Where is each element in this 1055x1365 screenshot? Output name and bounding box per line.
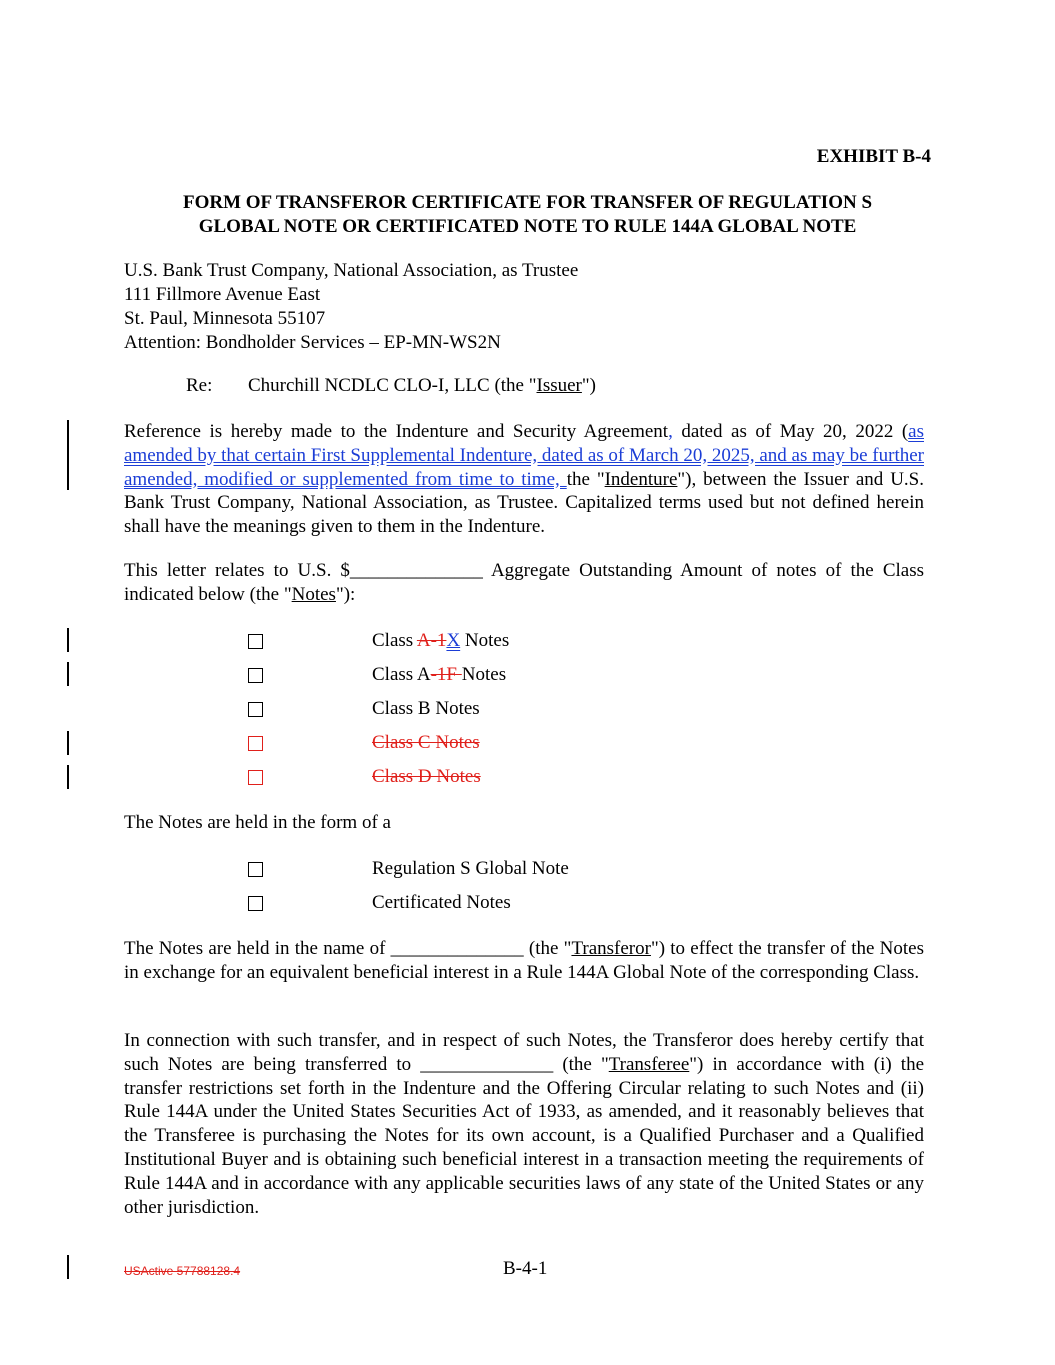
transferor-text: The Notes are held in the name of ______________ (the " xyxy=(124,938,572,959)
defined-term-issuer: Issuer xyxy=(536,375,582,396)
checkbox[interactable] xyxy=(248,702,263,717)
checkbox[interactable] xyxy=(248,896,263,911)
reference-paragraph xyxy=(124,420,924,539)
inserted-amendment-text: as amended by that certain First Supplemental Indenture, dated as of March 20, 2025, and as may be further amended, modified or supplemented from time to time, xyxy=(124,421,924,490)
checkbox[interactable] xyxy=(248,736,263,751)
address-line: St. Paul, Minnesota 55107 xyxy=(124,308,326,329)
address-line: U.S. Bank Trust Company, National Association, as Trustee xyxy=(124,260,579,281)
checkbox[interactable] xyxy=(248,634,263,649)
change-bar xyxy=(67,1255,69,1279)
page-number: B-4-1 xyxy=(503,1258,548,1279)
document-id: USActive 57788128.4 xyxy=(124,1264,241,1278)
defined-term-transferor: Transferor xyxy=(571,938,651,959)
class-label-deleted: Class C Notes xyxy=(372,732,480,753)
title-line-2: GLOBAL NOTE OR CERTIFICATED NOTE TO RULE 144A GLOBAL NOTE xyxy=(198,216,857,237)
letter-text: This letter relates to U.S. $______________ Aggregate Outstanding Amount of notes of the Class indicated below (the " xyxy=(124,560,924,605)
reference-text: Reference is hereby made to the Indenture and Security Agreement xyxy=(124,421,669,442)
form-intro: The Notes are held in the form of a xyxy=(124,812,391,833)
letter-paragraph xyxy=(124,559,924,607)
certification-paragraph xyxy=(124,1029,924,1219)
class-label xyxy=(372,664,506,686)
class-label: Class B Notes xyxy=(372,698,480,719)
re-label: Re: xyxy=(186,375,213,396)
change-bar xyxy=(67,765,69,789)
document-title xyxy=(124,191,931,239)
change-bar xyxy=(67,420,69,490)
re-line xyxy=(186,375,596,397)
re-text-end: ") xyxy=(581,375,596,396)
inserted-comma: , xyxy=(668,421,673,442)
label-text: Notes xyxy=(460,630,510,651)
reference-text: dated as of May 20, 2022 ( xyxy=(672,421,909,442)
address-line: Attention: Bondholder Services – EP-MN-WS2N xyxy=(124,332,501,353)
change-bar xyxy=(67,628,69,652)
change-bar xyxy=(67,662,69,686)
transferor-paragraph xyxy=(124,937,924,985)
change-bar xyxy=(67,731,69,755)
defined-term-indenture: Indenture xyxy=(604,468,678,490)
defined-term-transferee: Transferee xyxy=(608,1053,690,1075)
label-text: Class A xyxy=(372,664,431,685)
deleted-text: -1F xyxy=(430,664,462,685)
exhibit-label: EXHIBIT B-4 xyxy=(816,146,931,167)
address-line: 111 Fillmore Avenue East xyxy=(124,284,321,305)
deleted-text: A-1 xyxy=(416,630,447,651)
class-label xyxy=(372,630,509,652)
checkbox[interactable] xyxy=(248,770,263,785)
title-line-1: FORM OF TRANSFEROR CERTIFICATE FOR TRANSFER OF REGULATION S xyxy=(182,192,873,213)
form-label: Certificated Notes xyxy=(372,892,511,913)
label-text: Notes xyxy=(461,664,507,685)
reference-text: "), between the Issuer and U.S. Bank Trust Company, National Association, as Trustee. Capitalized terms used but not defined herein shall have the meanings given to them in the Indenture. xyxy=(124,468,924,538)
class-label-deleted: Class D Notes xyxy=(372,766,481,787)
checkbox[interactable] xyxy=(248,668,263,683)
form-label: Regulation S Global Note xyxy=(372,858,569,879)
label-text: Class xyxy=(372,630,417,651)
checkbox[interactable] xyxy=(248,862,263,877)
trustee-address xyxy=(124,259,578,355)
letter-text: "): xyxy=(335,583,356,605)
defined-term-notes: Notes xyxy=(291,583,336,605)
certification-text: In connection with such transfer, and in respect of such Notes, the Transferor does hereby certify that such Notes are being transferred to ______________ (the " xyxy=(124,1030,924,1075)
inserted-text: X xyxy=(446,630,461,651)
re-text: Churchill NCDLC CLO-I, LLC (the " xyxy=(248,375,537,396)
certification-text: ") in accordance with (i) the transfer restrictions set forth in the Indenture and the Offering Circular relating to such Notes and (ii) Rule 144A under the United States Securities Act of 1933, as amended, and it reasonably believes that the Transferee is purchasing the Notes for its own account, is a Qualified Purchaser and a Qualified Institutional Buyer and is obtaining such beneficial interest in a transaction meeting the requirements of Rule 144A and in accordance with any applicable securities laws of any state of the United States or any other jurisdiction. xyxy=(124,1053,924,1218)
reference-text: the " xyxy=(566,468,605,490)
transferor-text: ") to effect the transfer of the Notes in exchange for an equivalent beneficial interest in a Rule 144A Global Note of the corresponding Class. xyxy=(124,938,924,983)
